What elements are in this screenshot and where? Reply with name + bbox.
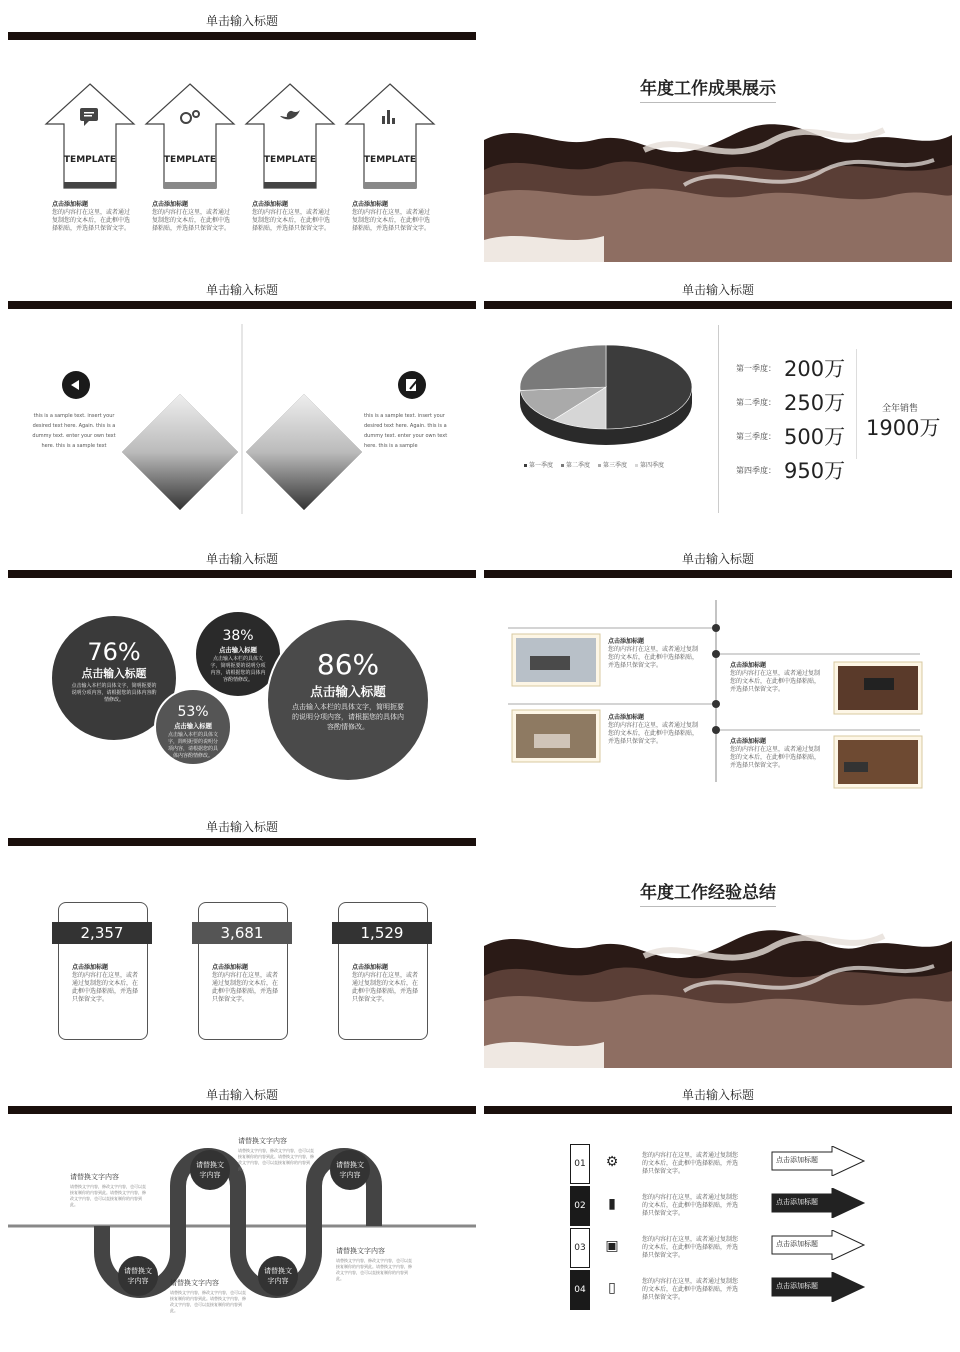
quarter-value: 950万: [784, 459, 846, 483]
legend-item: [598, 460, 627, 469]
arrow-label: 点击添加标题: [776, 1156, 818, 1164]
stat-percent: 76%: [87, 638, 141, 667]
row-body: 您的内容打在这里，或者通过复制您的文本后，在此框中选择粘贴，并选择只保留文字。: [642, 1236, 739, 1259]
arrow-shape: [346, 84, 434, 188]
caption-body: 请替换文字内容，修改文字内容，也可以直接复制你的内容到此。请替换文字内容，修改文字内容，也可以直接复制你的内容到此。: [170, 1290, 246, 1313]
arrow-label: TEMPLATE: [363, 155, 417, 165]
arrow-label: 点击添加标题: [776, 1282, 818, 1290]
caption-heading: 请替换文字内容: [238, 1137, 287, 1145]
slide-title: 单击输入标题: [205, 1088, 278, 1102]
row-number: 04: [570, 1270, 590, 1310]
slide-title: 单击输入标题: [205, 820, 278, 834]
card-body: 您的内容打在这里，或者通过复制您的文本后，在此框中选择粘贴，并选择只保留文字。: [72, 972, 139, 1003]
slide-arrows: [8, 0, 476, 262]
arrow-label: TEMPLATE: [263, 155, 317, 165]
entry-body: 您的内容打在这里，或者通过复制您的文本后，在此框中选择粘贴，并选择只保留文字。: [608, 722, 699, 745]
arrow-shape: [146, 84, 234, 188]
photo-diamond-left: [122, 394, 238, 510]
row-body: 您的内容打在这里，或者通过复制您的文本后，在此框中选择粘贴，并选择只保留文字。: [642, 1152, 739, 1175]
caption-heading: 请替换文字内容: [70, 1173, 119, 1181]
caption-heading: 请替换文字内容: [336, 1247, 385, 1255]
arrow-label: 点击添加标题: [776, 1198, 818, 1206]
edit-icon: [398, 371, 426, 399]
stat-heading: 点击输入标题: [310, 683, 386, 699]
legend-swatch: [598, 464, 601, 467]
entry-body: 您的内容打在这里，或者通过复制您的文本后，在此框中选择粘贴，并选择只保留文字。: [608, 646, 699, 669]
slide-title: 单击输入标题: [205, 283, 278, 297]
item-heading: 点击添加标题: [252, 201, 289, 208]
bar-chart-icon: ▮: [608, 1196, 616, 1212]
quarter-label: 第四季度：: [736, 466, 776, 475]
row-body: 您的内容打在这里，或者通过复制您的文本后，在此框中选择粘贴，并选择只保留文字。: [642, 1194, 739, 1217]
divider: [718, 325, 719, 513]
entry-heading: 点击添加标题: [730, 662, 767, 669]
arrow-shape: [46, 84, 134, 188]
right-caption: this is a sample text. insert your desired text here. Again. this is a dummy text. enter your own text here. this is a sample: [364, 413, 448, 449]
section-title: 年度工作经验总结: [640, 878, 776, 907]
quarter-value: 500万: [784, 425, 846, 449]
stat-heading: 点击输入标题: [81, 667, 147, 681]
stat-body: 点击输入本栏的具体文字，简明扼要的说明分项内容，请根据您的具体内容酌情修改。: [71, 683, 157, 704]
legend-swatch: [635, 464, 638, 467]
stat-percent: 86%: [316, 647, 380, 681]
path-node: 请替换文字内容: [330, 1150, 370, 1190]
legend-item: [524, 460, 553, 469]
legend-item: [635, 460, 664, 469]
stat-circle: [266, 618, 430, 782]
card-body: 您的内容打在这里，或者通过复制您的文本后，在此框中选择粘贴，并选择只保留文字。: [352, 972, 419, 1003]
stat-heading: 点击输入标题: [219, 646, 257, 654]
item-heading: 点击添加标题: [352, 201, 389, 208]
quarter-label: 第一季度：: [736, 364, 776, 373]
diamond-graphics: [8, 269, 476, 531]
stat-percent: 53%: [177, 704, 209, 721]
stat-body: 点击输入本栏的具体文字，简明扼要的说明分项内容，请根据您的具体内容酌情修改。: [292, 702, 404, 731]
card-heading: 点击添加标题: [212, 964, 249, 971]
item-body: 您的内容打在这里，或者通过复制您的文本后，在此框中选择粘贴，并选择只保留文字。: [352, 209, 431, 232]
legend-label: 第一季度: [529, 462, 554, 469]
play-back-icon: [62, 371, 90, 399]
ink-wave-image: [484, 806, 952, 1068]
item-body: 您的内容打在这里，或者通过复制您的文本后，在此框中选择粘贴，并选择只保留文字。: [152, 209, 231, 232]
photo-frame: [512, 710, 600, 762]
legend-swatch: [561, 464, 564, 467]
timeline-lines: [484, 538, 952, 800]
item-heading: 点击添加标题: [152, 201, 189, 208]
legend-swatch: [524, 464, 527, 467]
arrow-label: TEMPLATE: [163, 155, 217, 165]
caption-body: 请替换文字内容，修改文字内容，也可以直接复制你的内容到此。请替换文字内容，修改文字内容，也可以直接复制你的内容到此。: [336, 1258, 412, 1281]
quarter-value: 200万: [784, 357, 846, 381]
total-label: 全年销售: [882, 404, 919, 414]
row-number: 01: [570, 1144, 590, 1184]
entry-heading: 点击添加标题: [608, 638, 645, 645]
card-number-banner: 2,357: [52, 922, 152, 944]
caption-heading: 请替换文字内容: [170, 1279, 219, 1287]
card-heading: 点击添加标题: [72, 964, 109, 971]
slide-diamonds: [8, 269, 476, 531]
divider: [856, 349, 857, 459]
photo-frame: [512, 634, 600, 686]
slide-title: 单击输入标题: [205, 14, 278, 28]
card-body: 您的内容打在这里，或者通过复制您的文本后，在此框中选择粘贴，并选择只保留文字。: [212, 972, 279, 1003]
stat-body: 点击输入本栏的具体文字，简明扼要的说明分项内容，请根据您的具体内容酌情修改。: [167, 732, 218, 760]
row-number: 02: [570, 1186, 590, 1226]
slide-title: 单击输入标题: [681, 1088, 754, 1102]
arrow-label: TEMPLATE: [63, 155, 117, 165]
slide-numbered-list: [484, 1074, 952, 1336]
item-body: 您的内容打在这里，或者通过复制您的文本后，在此框中选择粘贴，并选择只保留文字。: [52, 209, 131, 232]
card-heading: 点击添加标题: [352, 964, 389, 971]
title-bar: [484, 301, 952, 309]
title-bar: [484, 1106, 952, 1114]
stat-percent: 38%: [222, 627, 254, 644]
entry-body: 您的内容打在这里，或者通过复制您的文本后，在此框中选择粘贴，并选择只保留文字。: [730, 670, 821, 693]
legend-label: 第四季度: [640, 462, 665, 469]
slide-wave-path: [8, 1074, 476, 1336]
ink-wave-image: [484, 0, 952, 262]
slide-circles: [8, 538, 476, 800]
head-gear-icon: ⚙: [605, 1154, 619, 1170]
row-number: 03: [570, 1228, 590, 1268]
slide-title: 单击输入标题: [681, 283, 754, 297]
photo-frame: [834, 662, 922, 714]
briefcase-icon: ▣: [605, 1238, 619, 1254]
photo-frame: [834, 736, 922, 788]
card-number-banner: 1,529: [332, 922, 432, 944]
left-caption: this is a sample text. insert your desired text here. Again. this is a dummy text. enter your own text here. this is a sample text: [32, 413, 116, 449]
slide-cards: [8, 806, 476, 1068]
slide-title: 单击输入标题: [681, 552, 754, 566]
stat-body: 点击输入本栏的具体文字，简明扼要的说明分项内容，请根据您的具体内容酌情修改。: [210, 655, 266, 683]
caption-body: 请替换文字内容，修改文字内容，也可以直接复制你的内容到此。请替换文字内容，修改文字内容，也可以直接复制你的内容到此。: [70, 1184, 146, 1207]
caption-body: 请替换文字内容，修改文字内容，也可以直接复制你的内容到此。请替换文字内容，修改文字内容，也可以直接复制你的内容到此。: [238, 1148, 314, 1171]
slide-section-title: [484, 806, 952, 1068]
quarter-label: 第三季度：: [736, 432, 776, 441]
slide-timeline: [484, 538, 952, 800]
arrow-shape: [246, 84, 334, 188]
path-node: 请替换文字内容: [258, 1256, 298, 1296]
section-title: 年度工作成果展示: [640, 74, 776, 103]
legend-item: [561, 460, 590, 469]
stat-heading: 点击输入标题: [174, 723, 212, 731]
legend-label: 第二季度: [566, 462, 591, 469]
path-node: 请替换文字内容: [118, 1256, 158, 1296]
title-bar: [8, 570, 476, 578]
arrow-label: 点击添加标题: [776, 1240, 818, 1248]
path-node: 请替换文字内容: [190, 1150, 230, 1190]
stat-circle: [154, 688, 232, 766]
total-value: 1900万: [866, 416, 941, 440]
slide-pie: [484, 269, 952, 531]
entry-heading: 点击添加标题: [730, 738, 767, 745]
quarter-label: 第二季度：: [736, 398, 776, 407]
card-number-banner: 3,681: [192, 922, 292, 944]
slide-section-title: [484, 0, 952, 262]
row-body: 您的内容打在这里，或者通过复制您的文本后，在此框中选择粘贴，并选择只保留文字。: [642, 1278, 739, 1301]
photo-diamond-right: [246, 394, 362, 510]
pie-slice: [520, 345, 606, 390]
item-heading: 点击添加标题: [52, 201, 89, 208]
phone-money-icon: ▯: [608, 1280, 616, 1296]
entry-heading: 点击添加标题: [608, 714, 645, 721]
entry-body: 您的内容打在这里，或者通过复制您的文本后，在此框中选择粘贴，并选择只保留文字。: [730, 746, 821, 769]
quarter-value: 250万: [784, 391, 846, 415]
title-bar: [8, 838, 476, 846]
legend-label: 第三季度: [603, 462, 628, 469]
item-body: 您的内容打在这里，或者通过复制您的文本后，在此框中选择粘贴，并选择只保留文字。: [252, 209, 331, 232]
slide-title: 单击输入标题: [205, 552, 278, 566]
